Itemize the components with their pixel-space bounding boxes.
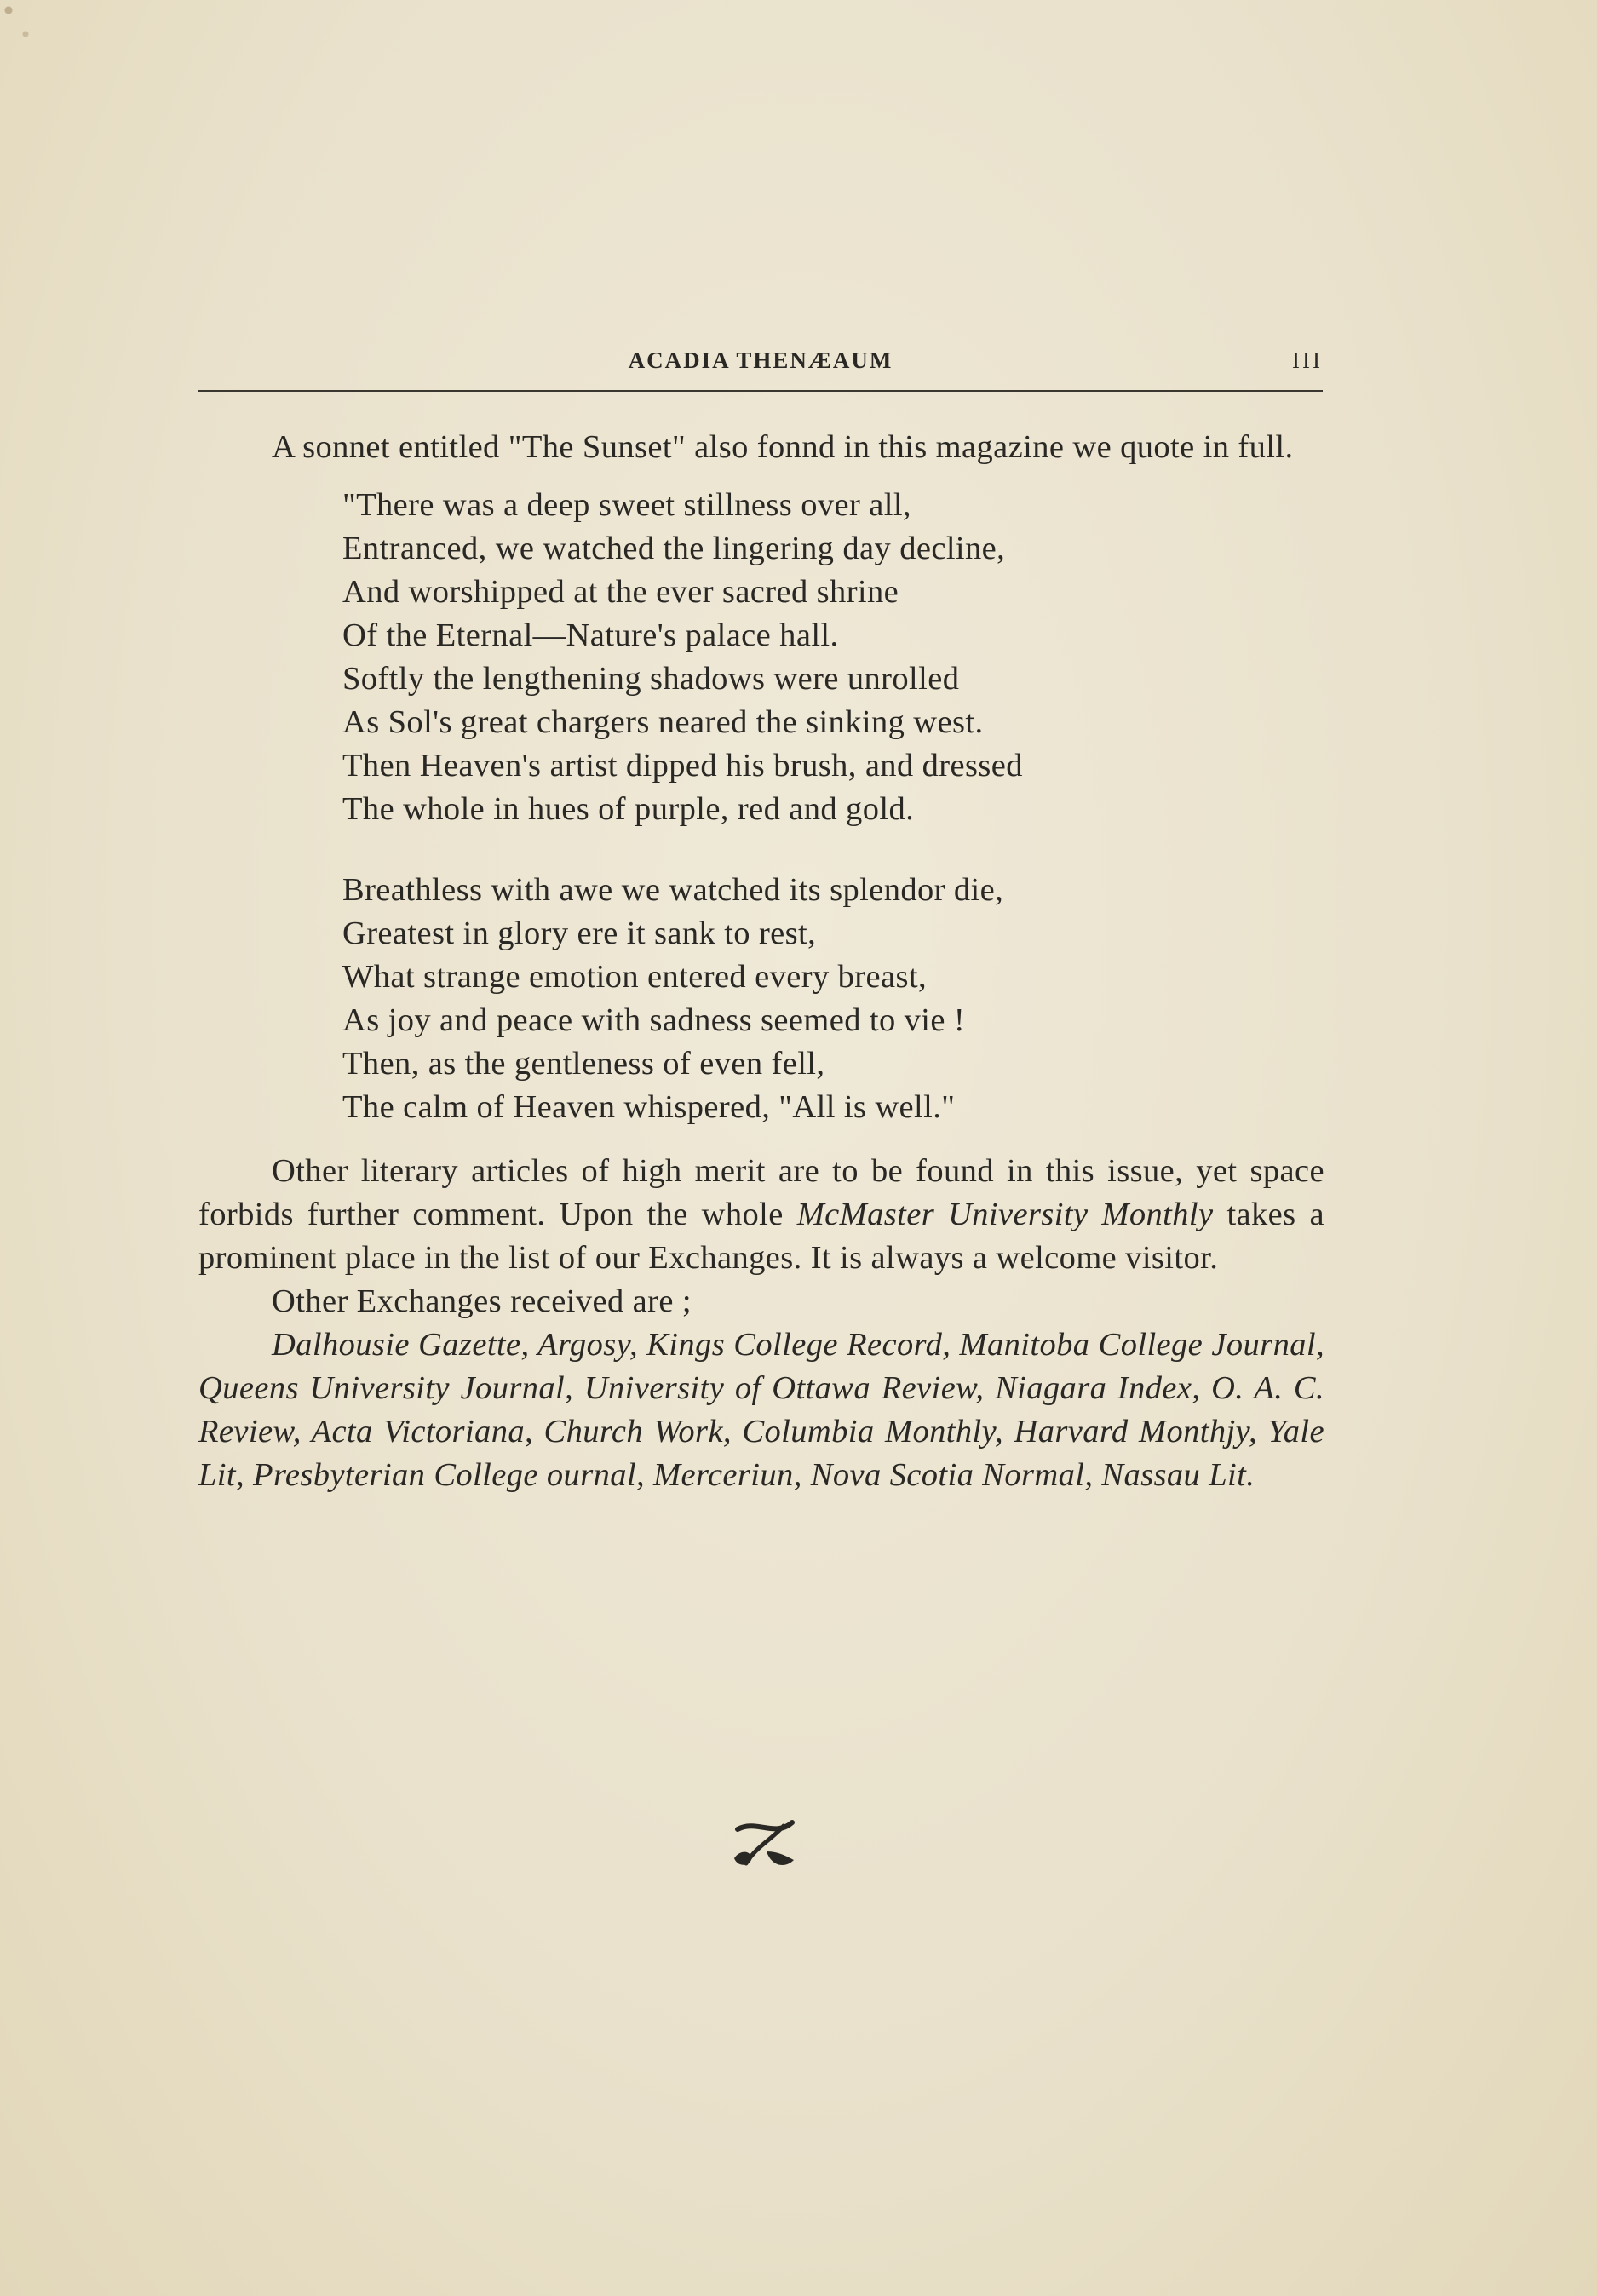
poem-line: Softly the lengthening shadows were unrolled (342, 661, 960, 697)
poem-line: Greatest in glory ere it sank to rest, (342, 916, 817, 951)
poem-line: Then Heaven's artist dipped his brush, and dressed (342, 748, 1023, 784)
poem-line: "There was a deep sweet stillness over all, (342, 487, 911, 523)
exchanges-intro: Other Exchanges received are ; (272, 1283, 692, 1319)
stanza-2 (342, 869, 1324, 1129)
poem-line: What strange emotion entered every breast, (342, 959, 927, 995)
running-title: ACADIA THENÆAUM (628, 347, 893, 373)
poem-line: As joy and peace with sadness seemed to vie ! (342, 1002, 966, 1038)
comment-paragraph (198, 1150, 1324, 1280)
poem-line: Breathless with awe we watched its splendor die, (342, 872, 1004, 908)
paper-stain (0, 0, 51, 68)
exchanges-list: Dalhousie Gazette, Argosy, Kings College Record, Manitoba College Journal, Queens University Journal, University of Ottawa Review, Niagara Index, O. A. C. Review, Acta Victoriana, Church Work, Columbia Monthly, Harvard Monthjy, Yale Lit, Presbyterian College ournal, Merceriun, Nova Scotia Normal, Nassau Lit. (198, 1327, 1324, 1493)
poem-line: And worshipped at the ever sacred shrine (342, 574, 899, 610)
poem-line: The calm of Heaven whispered, "All is well." (342, 1089, 956, 1125)
magazine-title: McMaster University Monthly (796, 1197, 1214, 1232)
page-number: III (1292, 347, 1323, 373)
stanza-1 (342, 484, 1324, 831)
comment-text-end: takes a prominent place in the list of our Exchanges. It is always a welcome visitor. (198, 1197, 1324, 1276)
running-head (198, 339, 1323, 392)
poem-line: As Sol's great chargers neared the sinking west. (342, 704, 984, 740)
poem (198, 484, 1324, 1129)
intro-paragraph: A sonnet entitled "The Sunset" also fonnd in this magazine we quote in full. (272, 429, 1294, 465)
body-text (198, 426, 1324, 1497)
poem-line: Of the Eternal—Nature's palace hall. (342, 617, 839, 653)
poem-line: The whole in hues of purple, red and gold. (342, 791, 915, 827)
poem-line: Entranced, we watched the lingering day decline, (342, 531, 1006, 566)
comment-text: Other literary articles of high merit are to be found in this issue, yet space forbids further comment. Upon the whole (198, 1153, 1324, 1232)
fleuron-icon (731, 1814, 799, 1874)
poem-line: Then, as the gentleness of even fell, (342, 1046, 825, 1082)
